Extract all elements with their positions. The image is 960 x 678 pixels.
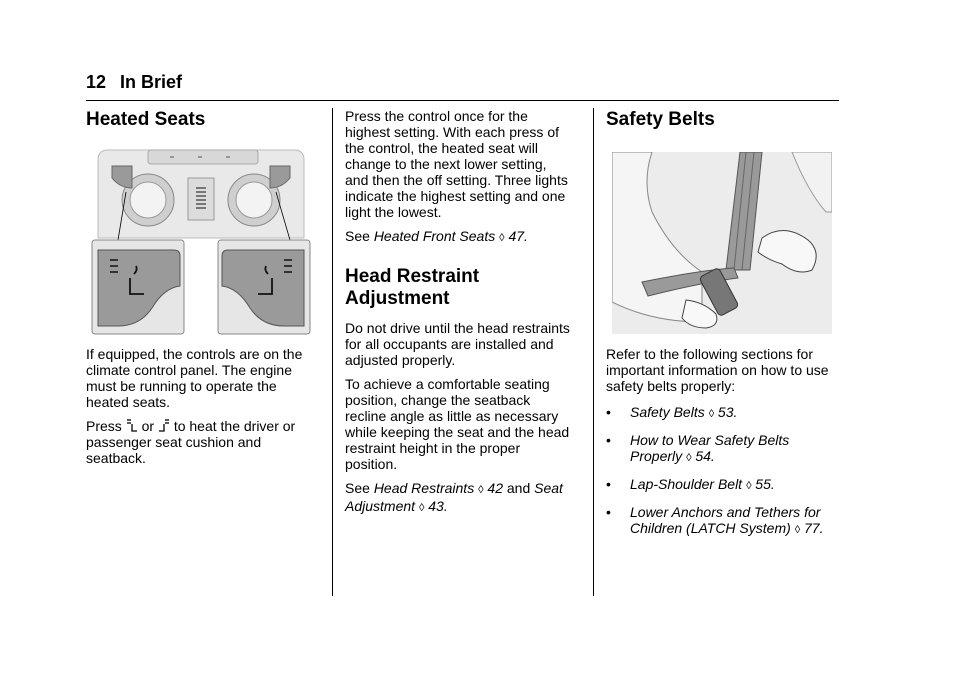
heated-seats-see-reference: See Heated Front Seats ◊ 47. — [345, 228, 528, 244]
safety-belts-intro: Refer to the following sections for important information on how to use safety belts properly: — [606, 346, 829, 394]
page-reference-icon: ◊ — [499, 232, 505, 244]
column-divider — [593, 108, 594, 596]
page-reference-icon: ◊ — [686, 452, 692, 464]
list-item: • Lap-Shoulder Belt ◊ 55. — [606, 476, 775, 492]
reference-link[interactable]: Lap-Shoulder Belt — [630, 476, 743, 492]
list-item: • How to Wear Safety Belts Properly ◊ 54. — [606, 432, 790, 464]
heated-seats-intro: If equipped, the controls are on the climate control panel. The engine must be running to operate the heated seats. — [86, 346, 303, 410]
page-reference-icon: ◊ — [478, 484, 484, 496]
section-title: In Brief — [120, 72, 183, 92]
bullet-icon: • — [606, 404, 611, 420]
head-restraint-para1: Do not drive until the head restraints for all occupants are installed and adjusted properly. — [345, 320, 570, 368]
column-1 — [86, 108, 312, 466]
page-number: 12 — [86, 72, 107, 92]
reference-link[interactable]: Head Restraints — [373, 480, 475, 496]
page-reference-icon: ◊ — [708, 408, 715, 420]
heated-seats-heading: Heated Seats — [86, 109, 206, 130]
bullet-icon: • — [606, 504, 611, 520]
heated-seats-press-instruction: Press or to heat the driver or passenger seat cushion and seatback. — [86, 418, 296, 466]
page-reference-icon: ◊ — [745, 480, 752, 492]
head-restraint-para2: To achieve a comfortable seating position, change the seatback recline angle as little as necessary while keeping the seat and the head restraint height in the proper position. — [345, 376, 570, 472]
list-item: • Lower Anchors and Tethers for Children (LATCH System) ◊ 77. — [606, 504, 824, 536]
driver-heated-seat-icon — [126, 419, 138, 433]
passenger-heated-seat-icon — [158, 419, 170, 433]
reference-link[interactable]: Safety Belts — [630, 404, 705, 420]
safety-belt-figure — [612, 152, 832, 334]
column-3 — [606, 108, 832, 536]
page-header — [86, 66, 839, 101]
reference-link[interactable]: Seat Adjustment — [345, 480, 563, 514]
head-restraint-heading: Head Restraint Adjustment — [345, 266, 480, 309]
head-restraint-see-reference: See Head Restraints ◊ 42 and Seat Adjustment ◊ 43. — [345, 480, 563, 514]
page-reference-icon: ◊ — [418, 502, 425, 514]
safety-belts-heading: Safety Belts — [606, 109, 715, 130]
heated-seats-controls-figure — [90, 148, 312, 336]
reference-link[interactable]: Lower Anchors and Tethers for Children (LATCH System) — [630, 504, 821, 536]
page-reference-icon: ◊ — [794, 524, 801, 536]
bullet-icon: • — [606, 476, 611, 492]
heated-seats-continued: Press the control once for the highest setting. With each press of the control, the heated seat will change to the next lower setting, and then the off setting. Three lights indicate the highest setting and one light the lowest. — [345, 108, 568, 220]
bullet-icon: • — [606, 432, 611, 448]
reference-link[interactable]: How to Wear Safety Belts Properly — [630, 432, 790, 464]
reference-link[interactable]: Heated Front Seats — [373, 228, 496, 244]
list-item: • Safety Belts ◊ 53. — [606, 404, 738, 420]
column-2 — [345, 108, 571, 516]
column-divider — [332, 108, 333, 596]
